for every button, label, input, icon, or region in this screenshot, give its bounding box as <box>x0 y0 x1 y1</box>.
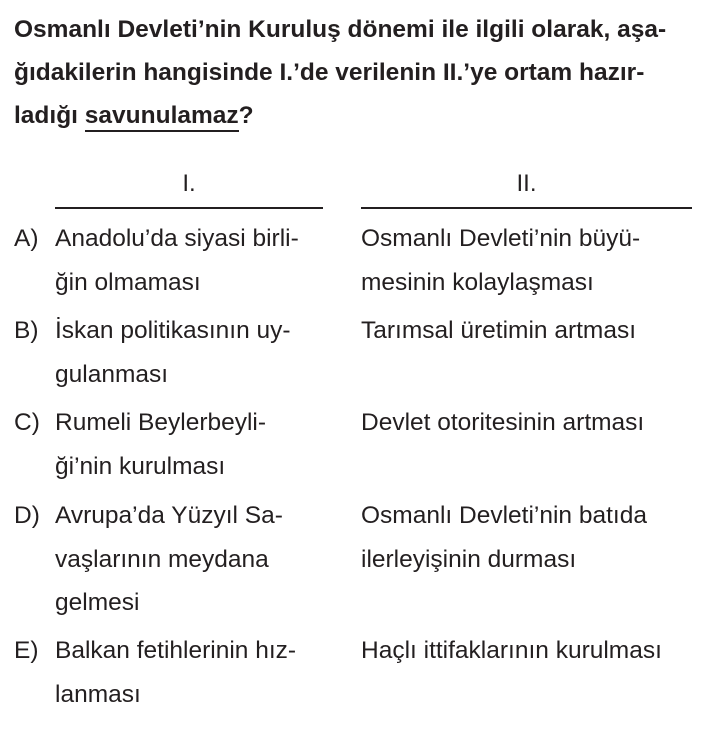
option-a-column-ii-line: mesinin kolaylaşması <box>361 268 594 296</box>
question-stem <box>14 8 704 137</box>
question-line-3 <box>14 94 704 137</box>
option-a-column-i-line: Anadolu’da siyasi birli- <box>55 225 299 252</box>
option-c-column-ii <box>361 401 711 445</box>
option-e-column-ii-line: Haçlı ittifaklarının kurulması <box>361 637 662 664</box>
option-a-column-i-line: ğin olmaması <box>55 268 201 296</box>
question-line-2: ğıdakilerin hangisinde I.’de verilenin II.’ye ortam hazır- <box>14 59 645 86</box>
column-header-ii: II. <box>516 170 537 197</box>
option-e-column-i <box>55 629 355 716</box>
option-d-column-i-line: gelmesi <box>55 589 140 616</box>
negation-keyword: savunulamaz <box>85 94 239 137</box>
option-d-column-i-line: Avrupa’da Yüzyıl Sa- <box>55 502 283 529</box>
option-b-column-ii-line: Tarımsal üretimin artması <box>361 317 637 344</box>
column-ii-rule <box>361 207 692 209</box>
option-a-column-i <box>55 217 355 304</box>
option-c-column-i-line: Rumeli Beylerbeyli- <box>55 409 267 436</box>
question-mark: ? <box>238 102 254 129</box>
option-letter: C) <box>14 409 40 436</box>
question-line-1: Osmanlı Devleti’nin Kuruluş dönemi ile ilgili olarak, aşa- <box>14 16 667 43</box>
option-a-column-ii-line: Osmanlı Devleti’nin büyü- <box>361 225 641 252</box>
question-line-3-prefix: ladığı <box>14 102 85 129</box>
option-b-column-i-line: İskan politikasının uy- <box>55 317 291 344</box>
column-header-i: I. <box>182 170 196 197</box>
option-letter: D) <box>14 502 40 529</box>
option-c-column-i-line: ği’nin kurulması <box>55 452 226 480</box>
option-letter: B) <box>14 317 39 344</box>
option-c-column-i <box>55 401 355 488</box>
option-d-column-i <box>55 494 355 625</box>
option-b-column-i <box>55 309 355 396</box>
option-d-column-ii-line: Osmanlı Devleti’nin batıda <box>361 502 647 529</box>
option-e-column-ii <box>361 629 711 673</box>
option-letter: A) <box>14 225 39 252</box>
column-i-rule <box>55 207 323 209</box>
option-letter: E) <box>14 637 39 664</box>
option-b-column-ii <box>361 309 711 353</box>
option-d-column-i-line: vaşlarının meydana <box>55 545 269 573</box>
option-e-column-i-line: Balkan fetihlerinin hız- <box>55 637 297 664</box>
option-c-column-ii-line: Devlet otoritesinin artması <box>361 409 645 436</box>
option-b-column-i-line: gulanması <box>55 360 169 388</box>
option-a-column-ii <box>361 217 711 304</box>
option-e-column-i-line: lanması <box>55 680 141 708</box>
option-d-column-ii <box>361 494 711 581</box>
option-d-column-ii-line: ilerleyişinin durması <box>361 545 577 573</box>
